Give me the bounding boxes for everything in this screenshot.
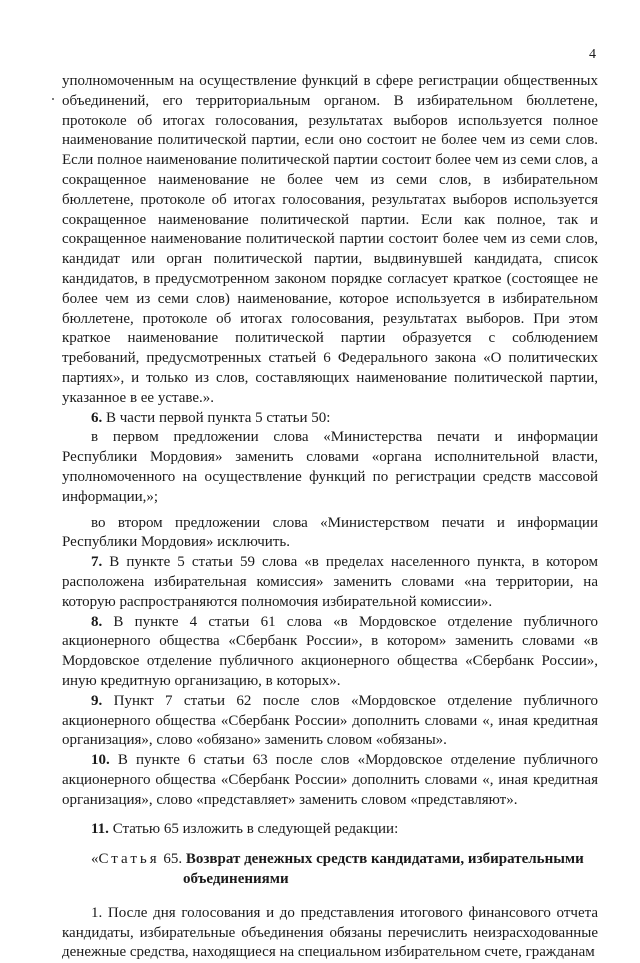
- paragraph-text: 1. После дня голосования и до представления итогового финансового отчета кандидаты, избирательные объединения обязаны перечислить неизрасходованные денежные средства, находящиеся на специальном избирательном счете, гражданам: [62, 904, 598, 961]
- paragraph-sub-1: [62, 428, 598, 507]
- article-title: Возврат денежных средств кандидатами, избирательными: [185, 851, 584, 868]
- paragraph-sub-2: [62, 514, 598, 554]
- scan-mark: [52, 98, 54, 100]
- paragraph-text: В пункте 6 статьи 63 после слов «Мордовское отделение публичного акционерного общества «Сбербанк России» дополнить словами «, иная кредитная организация», слово «представляет» заменить словом «представляют».: [62, 752, 598, 808]
- item-number: 10.: [91, 752, 110, 769]
- paragraph-item-7: [62, 553, 598, 612]
- paragraph-text: Статью 65 изложить в следующей редакции:: [108, 821, 399, 838]
- article-heading: [62, 850, 598, 890]
- article-title-continued: объединениями: [183, 871, 289, 888]
- paragraph-item-8: [62, 613, 598, 692]
- paragraph-text: В пункте 5 статьи 59 слова «в пределах населенного пункта, в котором расположена избирательная комиссия» заменить словами «на территории, на которую распространяются полномочия избирательной комиссии».: [62, 554, 598, 610]
- paragraph-continuation: [62, 72, 598, 409]
- paragraph-text: Пункт 7 статьи 62 после слов «Мордовское отделение публичного акционерного общества «Сбербанк России» дополнить словами «, иная кредитная организация», слово «обязано» заменить словом «обязаны».: [62, 692, 598, 749]
- article-open-quote: «: [91, 851, 99, 868]
- paragraph-item-10: [62, 751, 598, 810]
- paragraph-text: в первом предложении слова «Министерства печати и информации Республики Мордовия» заменить словами «органа исполнительной власти, уполномоченного на осуществление функций по регистрации средств массовой информации,»;: [62, 429, 598, 505]
- item-number: 9.: [91, 692, 103, 709]
- page-number: 4: [589, 47, 596, 62]
- article-paragraph-1: [62, 904, 598, 963]
- item-number: 8.: [91, 613, 103, 630]
- paragraph-text: во втором предложении слова «Министерством печати и информации Республики Мордовия» исключить.: [62, 514, 598, 551]
- item-number: 7.: [91, 554, 103, 571]
- article-word: Статья: [98, 851, 160, 868]
- article-number: 65.: [159, 851, 186, 868]
- item-number: 11.: [91, 821, 109, 838]
- paragraph-text: В пункте 4 статьи 61 слова «в Мордовское отделение публичного акционерного общества «Сбербанк России», в котором» заменить словами «в Мордовское отделение публичного акционерного общества «Сбербанк России», иную кредитную организацию, в которых».: [62, 613, 598, 689]
- item-number: 6.: [91, 409, 103, 426]
- paragraph-item-11: [62, 820, 598, 840]
- paragraph-item-6: [62, 409, 598, 429]
- document-body: [62, 72, 598, 963]
- paragraph-item-9: [62, 692, 598, 751]
- paragraph-text: В части первой пункта 5 статьи 50:: [102, 409, 331, 426]
- paragraph-text: уполномоченным на осуществление функций в сфере регистрации общественных объединений, его территориальным органом. В избирательном бюллетене, протоколе об итогах голосования, результатах выборов используется полное наименование политической партии, если оно состоит не более чем из семи слов. Если полное наименование политической партии состоит более чем из семи слов, а сокращенное наименование не более чем из семи слов, в избирательном бюллетене, протоколе об итогах голосования, результатах выборов используется сокращенное наименование политической партии. Если как полное, так и сокращенное наименование политической партии состоит более чем из семи слов, кандидат или орган политической партии, выдвинувшей кандидата, список кандидатов, в предусмотренном законом порядке согласует краткое (состоящее не более чем из семи слов) наименование, которое используется в избирательном бюллетене, протоколе об итогах голосования, результатах выборов. При этом краткое наименование политической партии образуется с соблюдением требований, предусмотренных статьей 6 Федерального закона «О политических партиях», и только из слов, составляющих наименование политической партии, указанное в ее уставе.».: [62, 73, 598, 406]
